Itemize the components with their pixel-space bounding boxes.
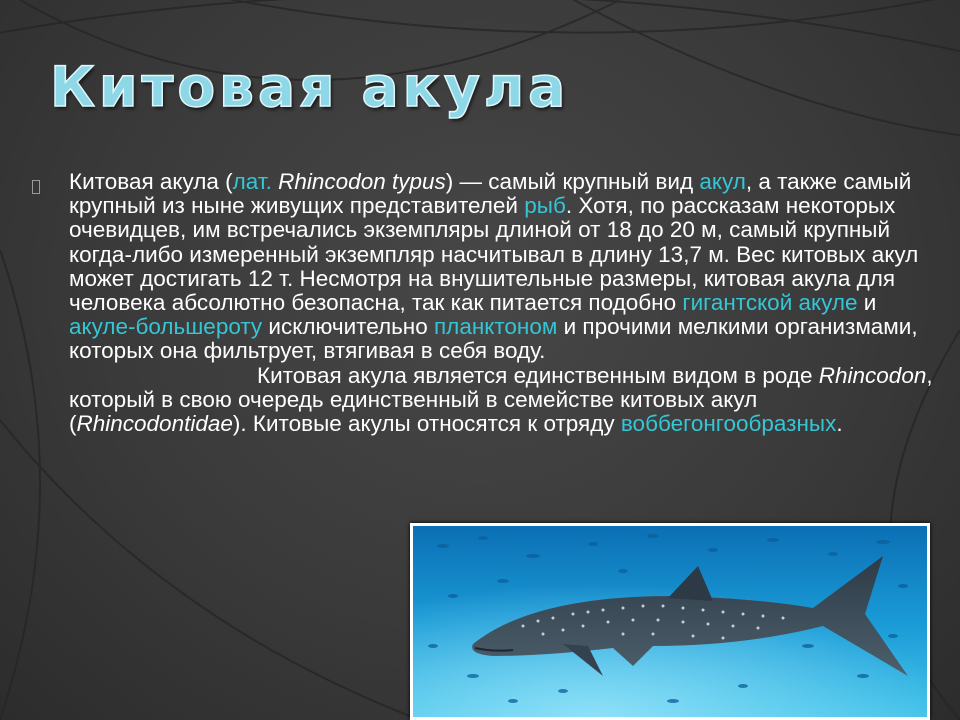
text-segment: и прочими мелкими организмами, которых она фильтрует, втягивая в себя воду.: [69, 314, 918, 364]
link-megamouth-shark[interactable]: акуле-большероту: [69, 314, 263, 340]
text-segment: .: [836, 411, 843, 437]
link-basking-shark[interactable]: гигантской акуле: [682, 290, 858, 316]
text-segment: . Хотя, по рассказам некоторых очевидцев, им встречались экземпляры длиной от 18 до 20 м, самый крупный когда-либо измеренный экземпляр насчитывал в длину 13,7 м. Вес китовых акул может достигать 12 т. Несмотря на внушительные размеры, китовая акула для человека абсолютно безопасна, так как питается подобно: [69, 193, 919, 316]
link-order[interactable]: воббегонгообразных: [620, 411, 837, 437]
body-paragraph: [69, 170, 939, 436]
link-fish[interactable]: рыб: [524, 193, 566, 219]
genus-name: Rhincodon: [818, 362, 927, 388]
link-plankton[interactable]: планктоном: [434, 314, 558, 340]
slide-title: Китовая акула: [50, 55, 570, 119]
text-segment: , а также самый крупный из ныне живущих представителей: [69, 169, 912, 219]
link-sharks[interactable]: акул: [699, 169, 746, 194]
bullet-marker: [32, 180, 40, 194]
text-segment: Китовая акула (: [69, 169, 233, 194]
link-lat[interactable]: лат.: [232, 169, 272, 194]
text-segment: исключительно: [262, 314, 434, 340]
text-segment: Китовая акула является единственным видом в роде: [257, 362, 819, 388]
family-name: Rhincodontidae: [76, 411, 233, 437]
text-segment: ). Китовые акулы относятся к отряду: [232, 411, 621, 437]
whale-shark-photo: [410, 523, 930, 720]
whale-shark-illustration: [413, 526, 927, 717]
text-segment: , который в свою очередь единственный в семействе китовых акул (: [69, 362, 933, 437]
species-name: Rhincodon typus: [278, 169, 446, 194]
text-segment: и: [857, 290, 877, 316]
text-segment: ) — самый крупный вид: [445, 169, 700, 194]
